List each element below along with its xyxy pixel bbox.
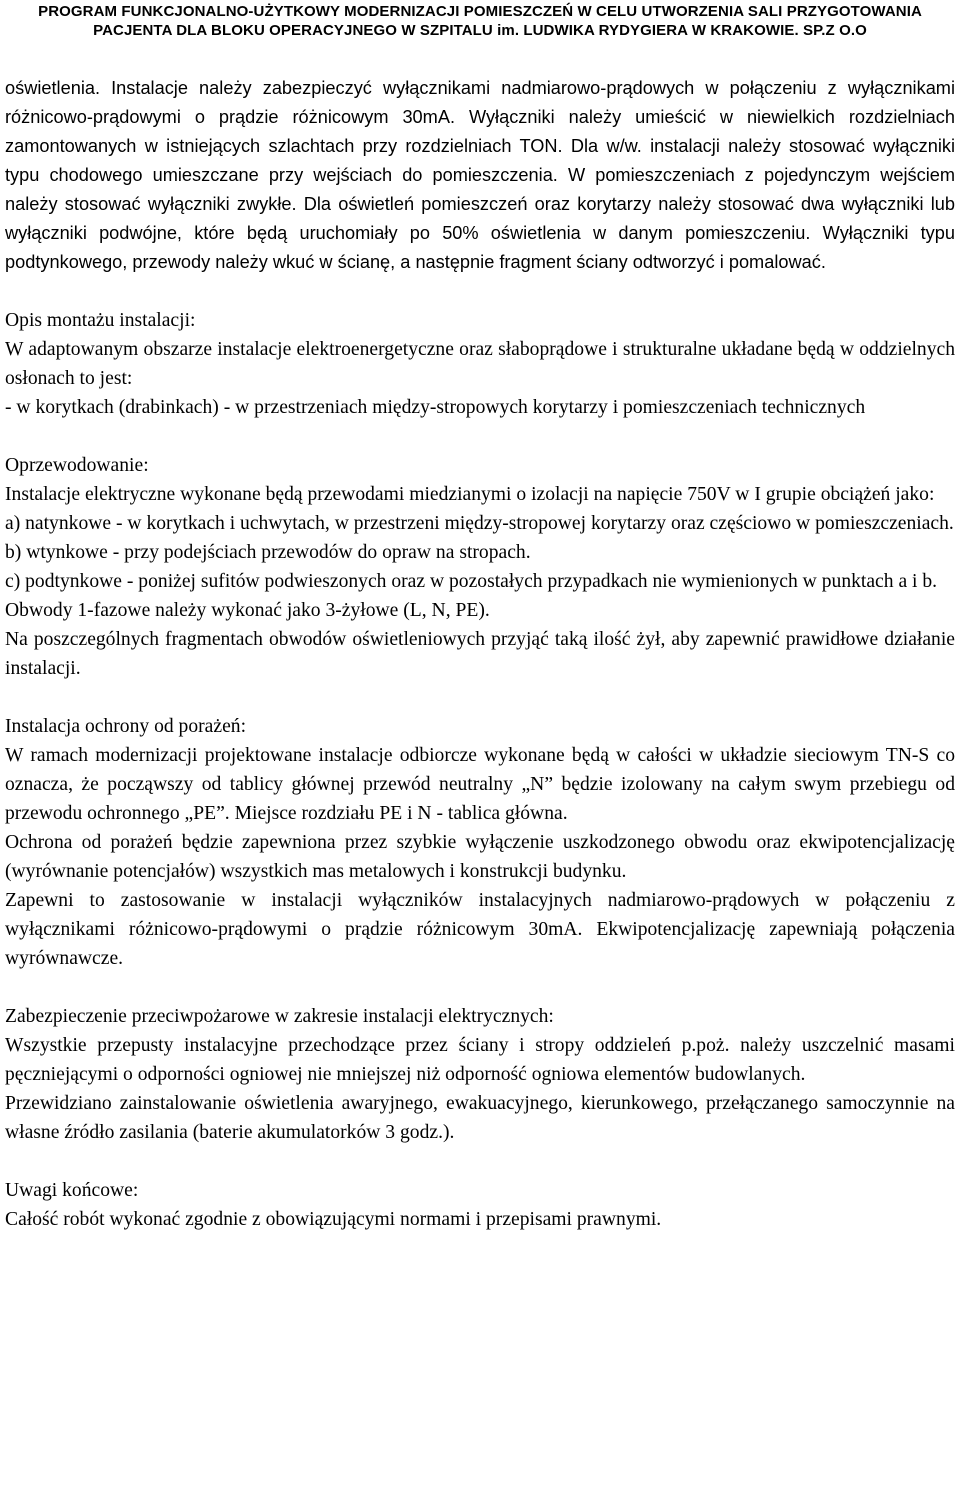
section-heading-ochrona: Instalacja ochrony od porażeń:	[5, 716, 247, 737]
paragraph: Całość robót wykonać zgodnie z obowiązującymi normami i przepisami prawnymi.	[5, 1209, 662, 1230]
paragraph: - w korytkach (drabinkach) - w przestrzeniach między-stropowych korytarzy i pomieszczeniach technicznych	[5, 397, 866, 418]
paragraph: Zapewni to zastosowanie w instalacji wyłączników instalacyjnych nadmiarowo-prądowych w połączeniu z wyłącznikami różnicowo-prądowymi o prądzie różnicowym 30mA. Ekwipotencjalizację zapewniają połączenia wyrównawcze.	[5, 890, 955, 969]
document-header	[0, 2, 960, 40]
paragraph: Obwody 1-fazowe należy wykonać jako 3-żyłowe (L, N, PE).	[5, 600, 490, 621]
section-heading-montaz: Opis montażu instalacji:	[5, 310, 196, 331]
intro-paragraph: oświetlenia. Instalacje należy zabezpieczyć wyłącznikami nadmiarowo-prądowych w połączeniu z wyłącznikami różnicowo-prądowymi o prądzie różnicowym 30mA. Wyłączniki należy umieścić w niewielkich rozdzielniach zamontowanych w istniejących szlachtach przy rozdzielniach TON. Dla w/w. instalacji należy stosować wyłączniki typu chodowego umieszczane przy wejściach do pomieszczenia. W pomieszczeniach z pojedynczym wejściem należy stosować wyłączniki zwykłe. Dla oświetleń pomieszczeń oraz korytarzy należy stosować dwa wyłączniki lub wyłączniki podwójne, które będą uruchomiały po 50% oświetlenia w danym pomieszczeniu. Wyłączniki typu podtynkowego, przewody należy wkuć w ścianę, a następnie fragment ściany odtworzyć i pomalować.	[5, 78, 955, 272]
section-heading-przeciwpozarowe: Zabezpieczenie przeciwpożarowe w zakresie instalacji elektrycznych:	[5, 1006, 554, 1027]
list-item: c) podtynkowe - poniżej sufitów podwieszonych oraz w pozostałych przypadkach nie wymienionych w punktach a i b.	[5, 571, 938, 592]
paragraph: Instalacje elektryczne wykonane będą przewodami miedzianymi o izolacji na napięcie 750V w I grupie obciążeń jako:	[5, 484, 935, 505]
header-line-1: PROGRAM FUNKCJONALNO-UŻYTKOWY MODERNIZACJI POMIESZCZEŃ W CELU UTWORZENIA SALI PRZYGOTOWANIA	[38, 3, 922, 20]
header-line-2: PACJENTA DLA BLOKU OPERACYJNEGO W SZPITALU im. LUDWIKA RYDYGIERA W KRAKOWIE. SP.Z O.O	[93, 22, 867, 39]
paragraph: Na poszczególnych fragmentach obwodów oświetleniowych przyjąć taką ilość żył, aby zapewnić prawidłowe działanie instalacji.	[5, 629, 955, 679]
list-item: a) natynkowe - w korytkach i uchwytach, w przestrzeni między-stropowej korytarzy oraz częściowo w pomieszczeniach.	[5, 513, 954, 534]
section-heading-uwagi: Uwagi końcowe:	[5, 1180, 139, 1201]
paragraph: W ramach modernizacji projektowane instalacje odbiorcze wykonane będą w całości w układzie sieciowym TN-S co oznacza, że począwszy od tablicy głównej przewód neutralny „N” będzie izolowany na całym swym przebiegu od przewodu ochronnego „PE”. Miejsce rozdziału PE i N - tablica główna.	[5, 745, 955, 824]
paragraph: Wszystkie przepusty instalacyjne przechodzące przez ściany i stropy oddzieleń p.poż. należy uszczelnić masami pęczniejącymi o odporności ogniowej nie mniejszej niż odporność ogniowa elementów budowlanych.	[5, 1035, 955, 1085]
paragraph: W adaptowanym obszarze instalacje elektroenergetyczne oraz słaboprądowe i strukturalne układane będą w oddzielnych osłonach to jest:	[5, 339, 955, 389]
list-item: b) wtynkowe - przy podejściach przewodów do opraw na stropach.	[5, 542, 531, 563]
paragraph: Przewidziano zainstalowanie oświetlenia awaryjnego, ewakuacyjnego, kierunkowego, przełączanego samoczynnie na własne źródło zasilania (baterie akumulatorków 3 godz.).	[5, 1093, 955, 1143]
paragraph: Ochrona od porażeń będzie zapewniona przez szybkie wyłączenie uszkodzonego obwodu oraz ekwipotencjalizację (wyrównanie potencjałów) wszystkich mas metalowych i konstrukcji budynku.	[5, 832, 955, 882]
section-heading-oprzewodowanie: Oprzewodowanie:	[5, 455, 149, 476]
document-body	[5, 74, 955, 1234]
